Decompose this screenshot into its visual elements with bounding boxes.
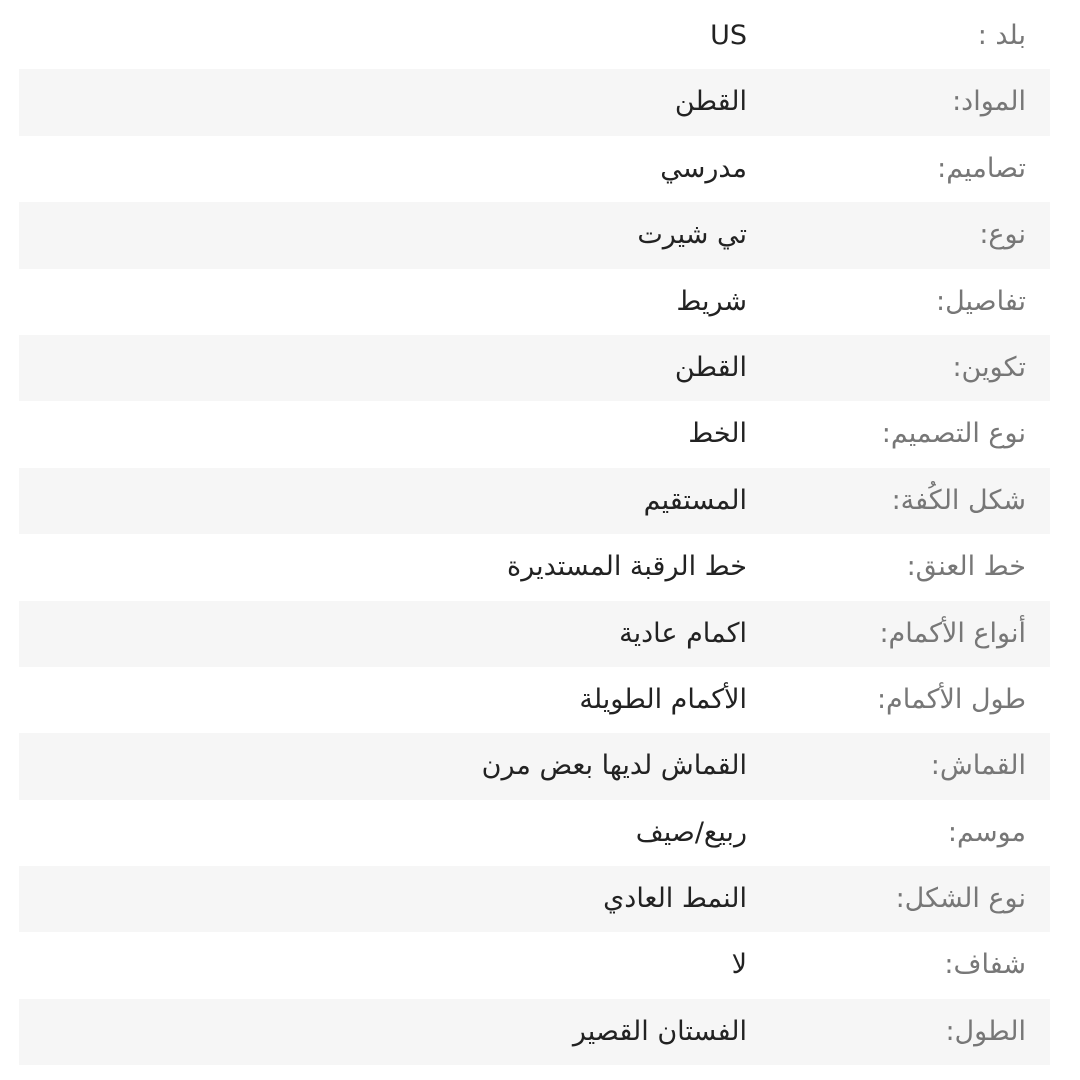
spec-row-material	[19, 69, 1050, 135]
spec-row-cuff-shape	[19, 468, 1050, 534]
spec-label: تصاميم:	[937, 152, 1026, 184]
spec-row-fabric	[19, 733, 1050, 799]
spec-value: لا	[731, 949, 747, 981]
spec-row-details	[19, 269, 1050, 335]
product-specs-table	[19, 3, 1050, 1065]
spec-value: تي شيرت	[637, 219, 747, 251]
spec-row-designs	[19, 136, 1050, 202]
spec-value: القطن	[674, 351, 747, 383]
spec-label: شكل الكُفة:	[891, 484, 1026, 516]
spec-value: مدرسي	[660, 152, 747, 184]
spec-value: شريط	[676, 285, 747, 317]
spec-row-country	[19, 3, 1050, 69]
spec-label: نوع:	[979, 219, 1026, 251]
spec-label: خط العنق:	[906, 551, 1026, 583]
spec-value: القماش لديها بعض مرن	[481, 750, 747, 782]
spec-label: المواد:	[952, 86, 1026, 118]
spec-row-sheer	[19, 932, 1050, 998]
spec-label: أنواع الأكمام:	[879, 617, 1026, 649]
spec-row-neckline	[19, 534, 1050, 600]
spec-value: الخط	[688, 418, 747, 450]
spec-label: الطول:	[945, 1015, 1026, 1047]
spec-label: شفاف:	[944, 949, 1026, 981]
spec-row-fit-type	[19, 866, 1050, 932]
spec-label: موسم:	[947, 816, 1026, 848]
spec-row-pattern-type	[19, 401, 1050, 467]
spec-label: نوع الشكل:	[895, 883, 1026, 915]
spec-value: القطن	[674, 86, 747, 118]
spec-label: تكوين:	[952, 351, 1026, 383]
spec-value: اكمام عادية	[619, 617, 747, 649]
spec-value: الأكمام الطويلة	[579, 683, 747, 715]
spec-label: القماش:	[930, 750, 1026, 782]
spec-value: ربيع/صيف	[635, 816, 747, 848]
spec-row-composition	[19, 335, 1050, 401]
spec-value: US	[710, 20, 747, 51]
spec-value: الفستان القصير	[572, 1015, 747, 1047]
spec-row-season	[19, 800, 1050, 866]
spec-row-sleeve-length	[19, 667, 1050, 733]
spec-label: بلد :	[977, 20, 1026, 51]
spec-value: خط الرقبة المستديرة	[507, 551, 747, 583]
spec-row-sleeve-type	[19, 601, 1050, 667]
spec-row-type	[19, 202, 1050, 268]
spec-row-length	[19, 999, 1050, 1065]
spec-value: المستقيم	[643, 484, 747, 516]
spec-label: طول الأكمام:	[876, 683, 1026, 715]
spec-label: تفاصيل:	[935, 285, 1026, 317]
spec-value: النمط العادي	[603, 883, 747, 915]
spec-label: نوع التصميم:	[881, 418, 1026, 450]
